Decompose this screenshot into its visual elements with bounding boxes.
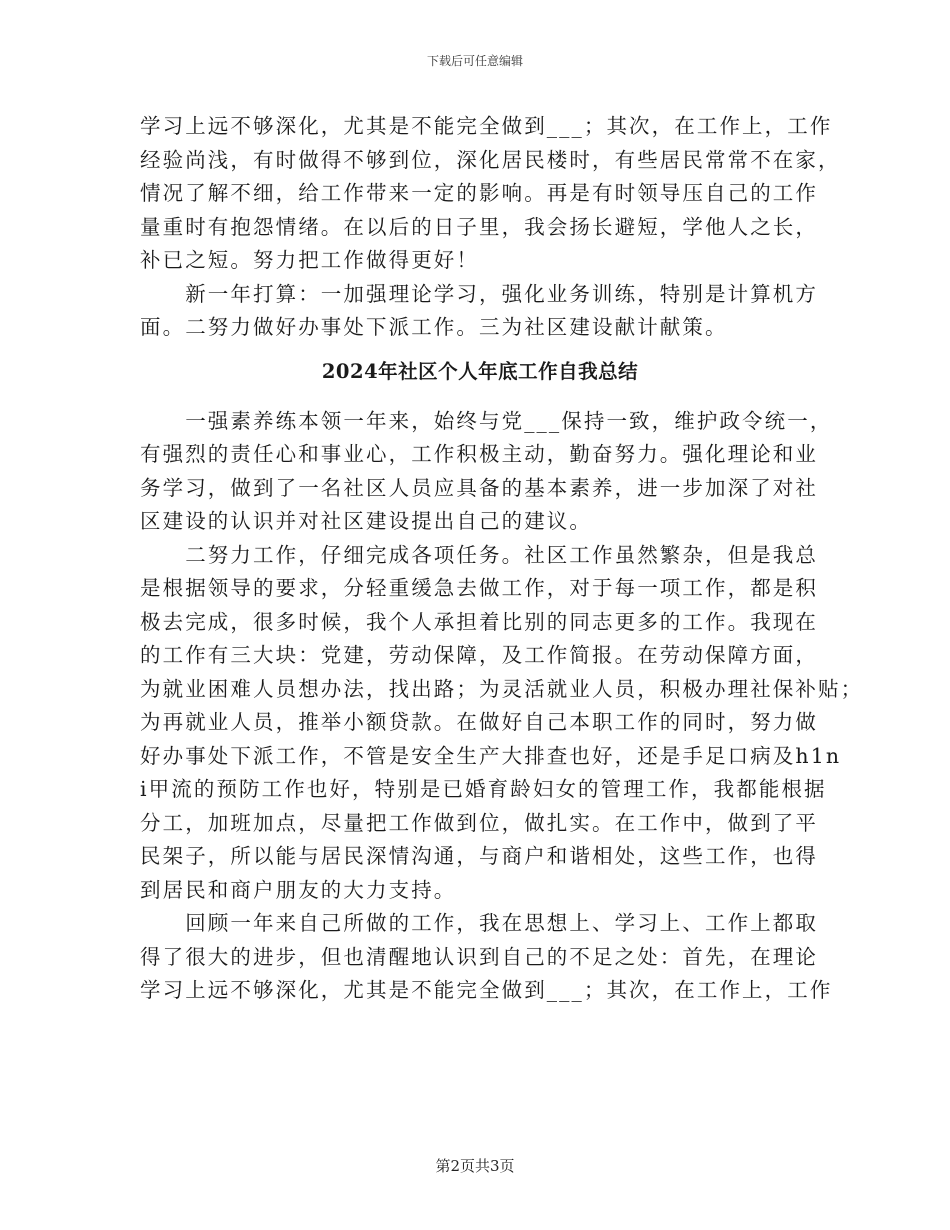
text-line: 为就业困难人员想办法，找出路；为灵活就业人员，积极办理社保补贴； xyxy=(140,676,864,701)
text-line: 新一年打算：一加强理论学习，强化业务训练，特别是计算机方 xyxy=(140,281,818,306)
text-line: 情况了解不细，给工作带来一定的影响。再是有时领导压自己的工作 xyxy=(140,181,818,205)
paragraph xyxy=(140,278,818,345)
paragraph xyxy=(140,539,864,908)
paragraph xyxy=(140,405,833,539)
text-line: 极去完成，很多时候，我个人承担着比别的同志更多的工作。我现在 xyxy=(140,609,818,634)
text-line: 好办事处下派工作，不管是安全生产大排查也好，还是手足口病及h1n xyxy=(140,743,842,768)
text-line: 是根据领导的要求，分轻重缓急去做工作，对于每一项工作，都是积 xyxy=(140,576,818,600)
text-line: 一强素养练本领一年来，始终与党___保持一致，维护政令统一， xyxy=(140,408,833,433)
paragraph xyxy=(140,907,833,1008)
text-line: 量重时有抱怨情绪。在以后的日子里，我会扬长避短，学他人之长， xyxy=(140,214,818,239)
text-line: i甲流的预防工作也好，特别是已婚育龄妇女的管理工作，我都能根据 xyxy=(140,777,827,801)
text-line: 的工作有三大块：党建，劳动保障，及工作简报。在劳动保障方面， xyxy=(140,643,818,667)
text-line: 回顾一年来自己所做的工作，我在思想上、学习上、工作上都取 xyxy=(140,911,818,935)
text-line: 到居民和商户朋友的大力支持。 xyxy=(140,877,457,902)
text-line: 得了很大的进步，但也清醒地认识到自己的不足之处：首先，在理论 xyxy=(140,944,818,969)
text-line: 二努力工作，仔细完成各项任务。社区工作虽然繁杂，但是我总 xyxy=(140,542,818,567)
text-line: 学习上远不够深化，尤其是不能完全做到___；其次，在工作上，工作 xyxy=(140,978,833,1002)
page-header: 下载后可任意编辑 xyxy=(426,54,523,68)
text-line: 经验尚浅，有时做得不够到位，深化居民楼时，有些居民常常不在家， xyxy=(140,147,841,172)
text-line: 补已之短。努力把工作做得更好！ xyxy=(140,248,479,272)
text-line: 学习上远不够深化，尤其是不能完全做到___；其次，在工作上，工作 xyxy=(140,114,833,138)
text-line: 务学习，做到了一名社区人员应具备的基本素养，进一步加深了对社 xyxy=(140,475,818,500)
text-line: 区建设的认识并对社区建设提出自己的建议。 xyxy=(140,509,592,533)
text-line: 民架子，所以能与居民深情沟通，与商户和谐相处，这些工作，也得 xyxy=(140,844,818,868)
text-line: 面。二努力做好办事处下派工作。三为社区建设献计献策。 xyxy=(140,315,728,339)
section-title: 2024年社区个人年底工作自我总结 xyxy=(321,359,639,383)
text-line: 有强烈的责任心和事业心，工作积极主动，勤奋努力。强化理论和业 xyxy=(140,442,818,466)
text-line: 分工，加班加点，尽量把工作做到位，做扎实。在工作中，做到了平 xyxy=(140,810,818,835)
paragraph xyxy=(140,110,841,278)
page-number: 第2页共3页 xyxy=(435,1157,515,1175)
text-line: 为再就业人员，推举小额贷款。在做好自己本职工作的同时，努力做 xyxy=(140,710,818,734)
document-body xyxy=(140,110,864,1008)
